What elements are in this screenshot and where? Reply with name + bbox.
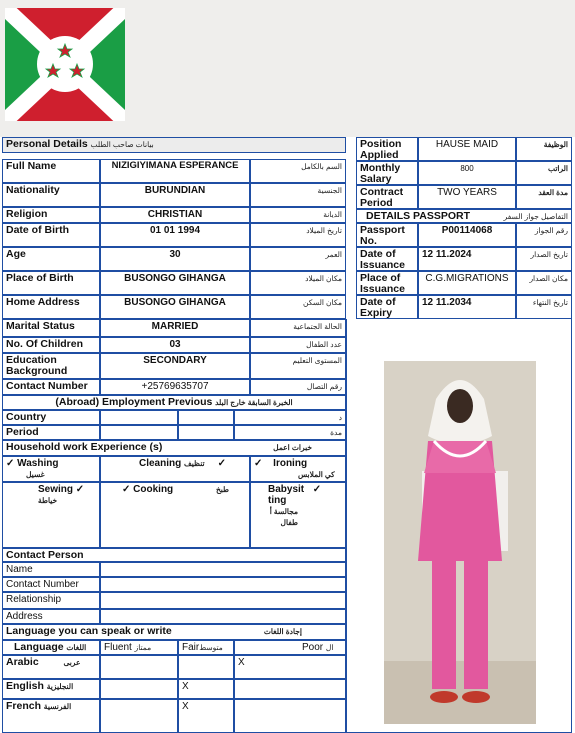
header-band: [0, 0, 575, 137]
country-ar: د: [234, 410, 346, 425]
applicant-photo: [384, 361, 536, 724]
period-label: Period: [2, 425, 100, 440]
cooking-cell: ✓ Cooking طبخ: [100, 482, 250, 548]
relationship-label: Relationship: [2, 592, 100, 609]
burundi-flag: [5, 8, 125, 121]
babysit-cell: Babysit ting ✓ مجالسة أ طفال: [250, 482, 346, 548]
issue-place-value: C.G.MIGRATIONS: [418, 271, 516, 295]
french-fluent[interactable]: [100, 699, 178, 733]
arabic-fair[interactable]: [178, 655, 234, 679]
religion-ar: الديانة: [250, 207, 346, 223]
home-address-value: BUSONGO GIHANGA: [100, 295, 250, 319]
place-of-birth-label: Place of Birth: [2, 271, 100, 295]
french-poor[interactable]: [234, 699, 346, 733]
fair-col-header: Fairمتوسط: [178, 640, 234, 655]
sewing-cell: Sewing ✓ خياطة: [2, 482, 100, 548]
position-label: Position Applied: [356, 137, 418, 161]
passport-no-label: Passport No.: [356, 223, 418, 247]
home-address-label: Home Address: [2, 295, 100, 319]
language-row-arabic: Arabic عربى: [2, 655, 100, 679]
nationality-value: BURUNDIAN: [100, 183, 250, 207]
education-ar: المستوى التعليم: [250, 353, 346, 379]
full-name-label: Full Name: [2, 159, 100, 183]
position-value: HAUSE MAID: [418, 137, 516, 161]
marital-status-value: MARRIED: [100, 319, 250, 337]
nationality-label: Nationality: [2, 183, 100, 207]
children-label: No. Of Children: [2, 337, 100, 353]
fluent-col-header: Fluent ممتاز: [100, 640, 178, 655]
contact-number-ar: رقم التصال: [250, 379, 346, 395]
french-fair[interactable]: X: [178, 699, 234, 733]
passport-no-value: P00114068: [418, 223, 516, 247]
english-fluent[interactable]: [100, 679, 178, 699]
contact-name-label: Name: [2, 562, 100, 577]
place-of-birth-ar: مكان الميلاد: [250, 271, 346, 295]
religion-label: Religion: [2, 207, 100, 223]
issue-date-value: 12 11.2024: [418, 247, 516, 271]
contact-number-label-2: Contact Number: [2, 577, 100, 592]
contact-number-label: Contact Number: [2, 379, 100, 395]
dob-value: 01 01 1994: [100, 223, 250, 247]
period-ar: مدة: [234, 425, 346, 440]
language-row-english: English النجليزية: [2, 679, 100, 699]
poor-col-header: Poor ال: [234, 640, 346, 655]
children-value: 03: [100, 337, 250, 353]
address-label: Address: [2, 609, 100, 624]
salary-value: 800: [418, 161, 516, 185]
expiry-value: 12 11.2034: [418, 295, 516, 319]
expiry-label: Date of Expiry: [356, 295, 418, 319]
issue-place-label: Place of Issuance: [356, 271, 418, 295]
children-ar: عدد الطفال: [250, 337, 346, 353]
contact-name-value[interactable]: [100, 562, 346, 577]
washing-cell: ✓ Washing غسيل: [2, 456, 100, 482]
employment-header: (Abroad) Employment Previous الخبرة السابقة خارج البلد: [2, 395, 346, 410]
language-header: Language you can speak or write إجادة اللغات: [2, 624, 346, 640]
country-value-1: [100, 410, 178, 425]
full-name-ar: السم بالكامل: [250, 159, 346, 183]
address-value[interactable]: [100, 609, 346, 624]
applicant-figure: [384, 361, 536, 724]
english-poor[interactable]: [234, 679, 346, 699]
contract-label: Contract Period: [356, 185, 418, 209]
language-col-header: Language اللغات: [2, 640, 100, 655]
expiry-ar: تاريخ النتهاء: [516, 295, 572, 319]
country-value-2: [178, 410, 234, 425]
contact-person-header: Contact Person: [2, 548, 346, 562]
age-value: 30: [100, 247, 250, 271]
marital-status-ar: الحالة الجتماعية: [250, 319, 346, 337]
dob-label: Date of Birth: [2, 223, 100, 247]
full-name-value: NIZIGIYIMANA ESPERANCE: [100, 159, 250, 183]
dob-ar: تاريخ الميلاد: [250, 223, 346, 247]
english-fair[interactable]: X: [178, 679, 234, 699]
age-label: Age: [2, 247, 100, 271]
education-label: Education Background: [2, 353, 100, 379]
household-header: Household work Experience (s) خبرات اعمل: [2, 440, 346, 456]
position-ar: الوظيفة: [516, 137, 572, 161]
salary-ar: الراتب: [516, 161, 572, 185]
marital-status-label: Marital Status: [2, 319, 100, 337]
cleaning-cell: Cleaning تنظيف ✓: [100, 456, 250, 482]
contact-number-value: +25769635707: [100, 379, 250, 395]
issue-date-ar: تاريخ الصدار: [516, 247, 572, 271]
ironing-cell: ✓ Ironing كي الملابس: [250, 456, 346, 482]
religion-value: CHRISTIAN: [100, 207, 250, 223]
age-ar: العمر: [250, 247, 346, 271]
place-of-birth-value: BUSONGO GIHANGA: [100, 271, 250, 295]
education-value: SECONDARY: [100, 353, 250, 379]
passport-no-ar: رقم الجواز: [516, 223, 572, 247]
contract-value: TWO YEARS: [418, 185, 516, 209]
relationship-value[interactable]: [100, 592, 346, 609]
issue-date-label: Date of Issuance: [356, 247, 418, 271]
language-row-french: French الفرنسية: [2, 699, 100, 733]
home-address-ar: مكان السكن: [250, 295, 346, 319]
passport-details-header: DETAILS PASSPORT التفاصيل جواز السفر: [356, 209, 572, 223]
arabic-fluent[interactable]: [100, 655, 178, 679]
issue-place-ar: مكان الصدار: [516, 271, 572, 295]
period-value-1: [100, 425, 178, 440]
period-value-2: [178, 425, 234, 440]
personal-details-header: Personal Details بيانات صاحب الطلب: [2, 137, 346, 153]
arabic-poor[interactable]: X: [234, 655, 346, 679]
country-label: Country: [2, 410, 100, 425]
salary-label: Monthly Salary: [356, 161, 418, 185]
contract-ar: مدة العقد: [516, 185, 572, 209]
contact-number-value-2[interactable]: [100, 577, 346, 592]
nationality-ar: الجنسية: [250, 183, 346, 207]
